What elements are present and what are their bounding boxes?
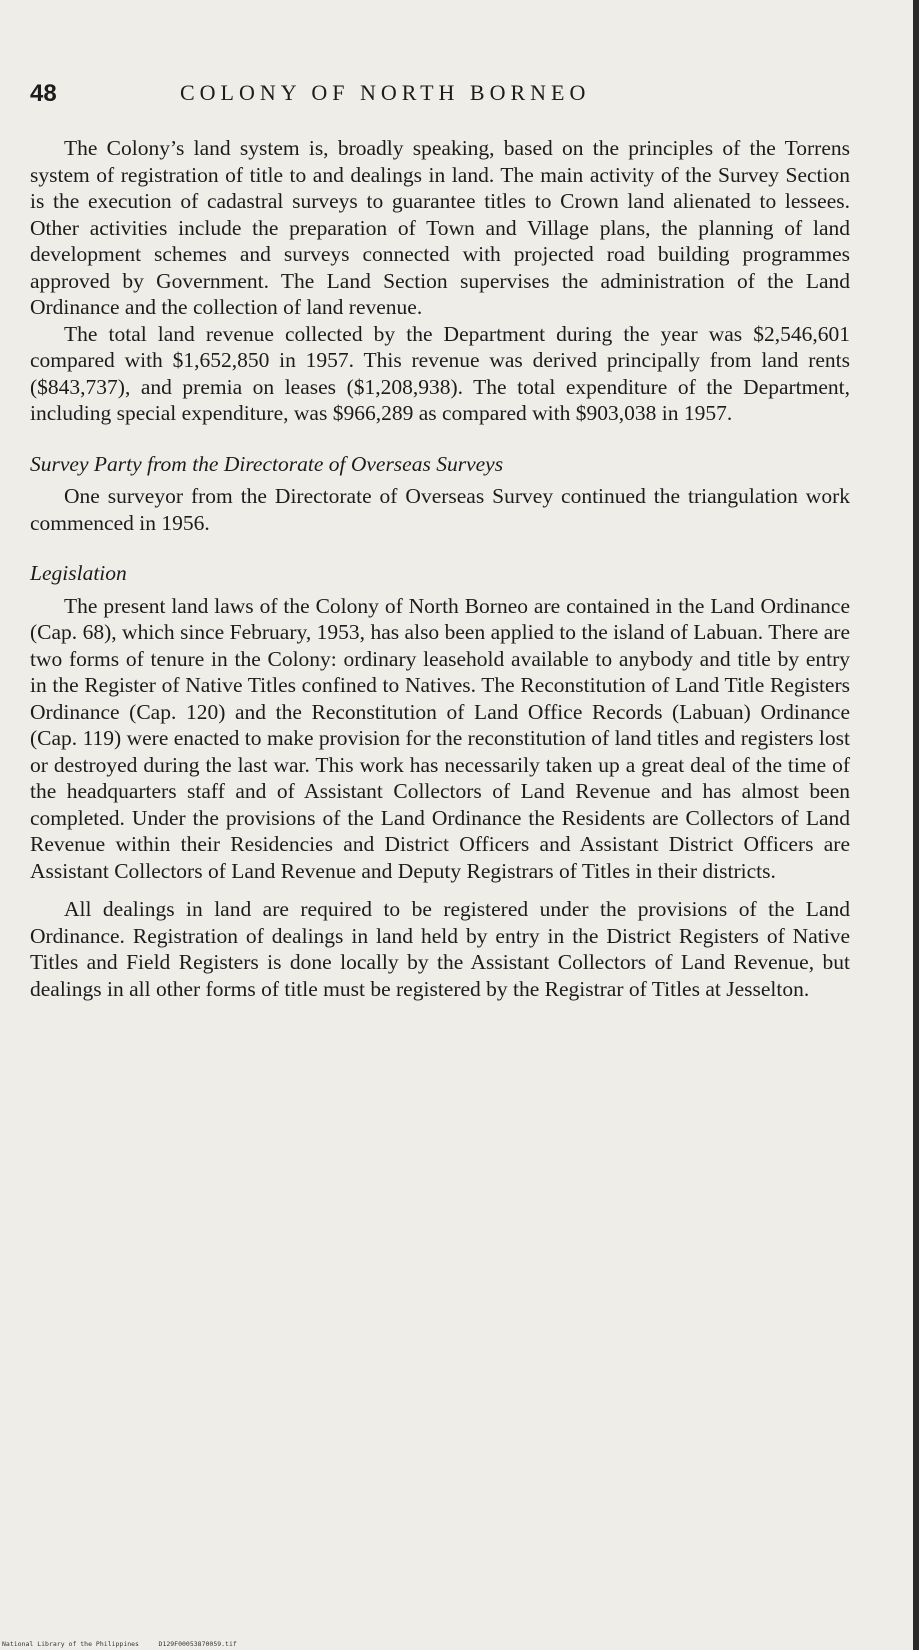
section-heading-legislation: Legislation [30,561,127,585]
scan-edge-shadow [913,0,919,1650]
page-header [30,80,869,120]
page-number: 48 [30,80,57,107]
paragraph-dealings-registration: All dealings in land are required to be registered under the provisions of the Land Ordinance. Registration of dealings in land held by entry in the District Registers of Native Titles and Field Registers is done locally by the Assistant Collectors of Land Revenue, but dealings in all other forms of title must be registered by the Registrar of Titles at Jesselton. [30,897,850,1001]
paragraph-land-revenue: The total land revenue collected by the Department during the year was $2,546,601 compared with $1,652,850 in 1957. This revenue was derived principally from land rents ($843,737), and premia on leases ($1,208,938). The total expenditure of the Department, including special expenditure, was $966,289 as compared with $903,038 in 1957. [30,321,850,425]
paragraph-survey-party: One surveyor from the Directorate of Overseas Survey continued the triangulation work commenced in 1956. [30,484,850,535]
paragraph-legislation: The present land laws of the Colony of North Borneo are contained in the Land Ordinance (Cap. 68), which since February, 1953, has also been applied to the island of Labuan. There are two forms of tenure in the Colony: ordinary leasehold available to anybody and title by entry in the Register of Native Titles confined to Natives. The Reconstitution of Land Title Registers Ordinance (Cap. 120) and the Reconstitution of Land Office Records (Labuan) Ordinance (Cap. 119) were enacted to make provision for the reconstitution of land titles and registers lost or destroyed during the last war. This work has necessarily taken up a great deal of the time of the headquarters staff and of Assistant Collectors of Land Revenue and has almost been completed. Under the provisions of the Land Ordinance the Residents are Collectors of Land Revenue within their Residencies and District Officers and Assistant District Officers are Assistant Collectors of Land Revenue and Deputy Registrars of Titles in their districts. [30,593,850,883]
paragraph-land-system: The Colony’s land system is, broadly speaking, based on the principles of the Torrens system of registration of title to and dealings in land. The main activity of the Survey Section is the execution of cadastral surveys to guarantee titles to Crown land alienated to lessees. Other activities include the preparation of Town and Village plans, the planning of land development schemes and surveys connected with projected road building programmes approved by Government. The Land Section supervises the administration of the Land Ordinance and the collection of land revenue. [30,136,850,319]
scan-footer-label: National Library of the Philippines D129F00053870059.tif [2,1640,237,1648]
page-body [30,135,850,1002]
section-heading-survey-party: Survey Party from the Directorate of Overseas Surveys [30,451,504,476]
running-head: COLONY OF NORTH BORNEO [180,80,591,105]
